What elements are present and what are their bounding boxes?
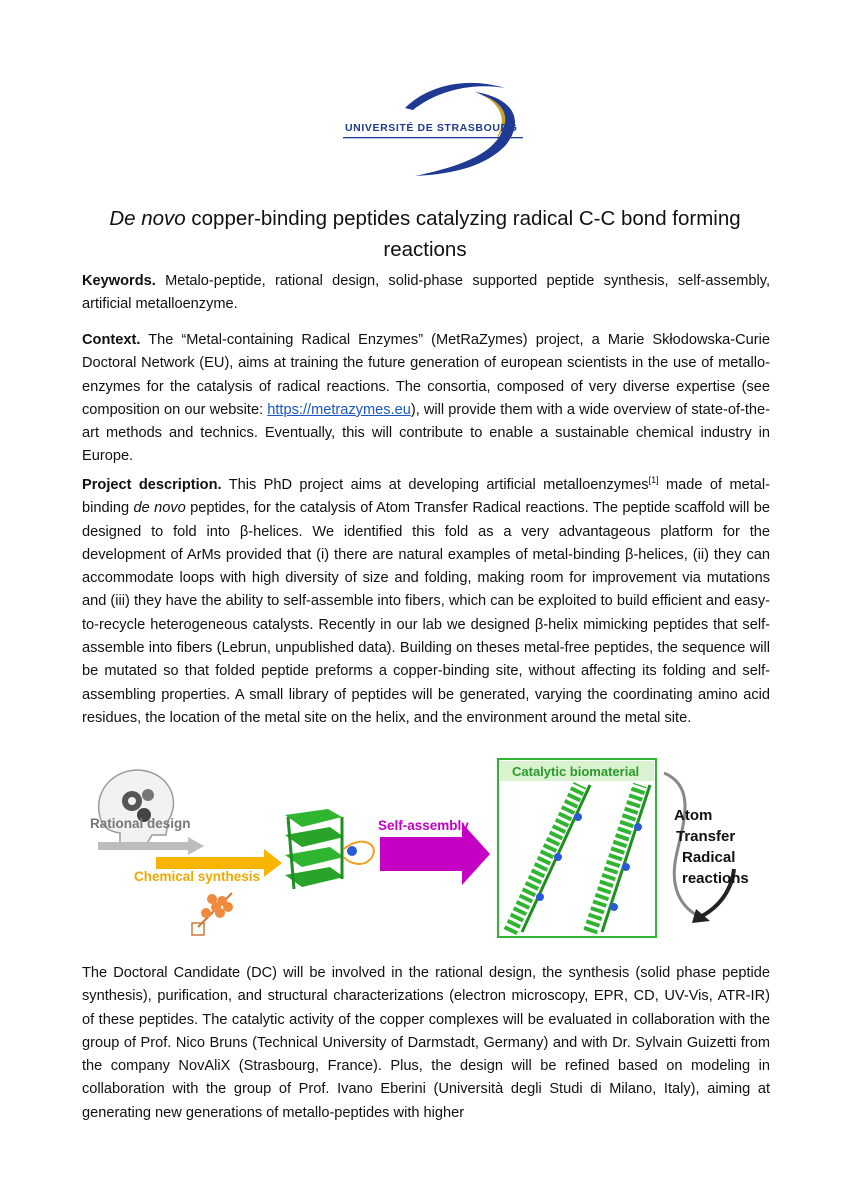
reaction-cycle-arrow [664, 773, 700, 917]
figure-graphic [80, 757, 780, 942]
project-label: Project description. [82, 477, 222, 493]
project-text-3: peptides, for the catalysis of Atom Transfer Radical reactions. The peptide scaffold will be designed to fold into β-helices. We identified this fold as a very advantageous platform for the development of ArMs provided that (i) there are natural examples of metal-binding β-helices, (ii) they can accommodate loops with high diversity of size and folding, making room for improvement via mutations and (iii) they have the ability to self-assemble into fibers, which can be exploited to build efficient and easy-to-recycle heterogeneous catalysts. Recently in our lab we designed β-helix mimicking peptides that self-assemble into fibers (Lebrun, unpublished data). Building on theses metal-free peptides, the sequence will be mutated so that folded peptide preforms a copper-binding site, without affecting its folding and self-assembling properties. A small library of peptides will be generated, varying the coordinating amino acid residues, the location of the metal site on the helix, and the environment around the metal site. [82, 500, 770, 726]
candidate-paragraph [82, 962, 770, 1125]
resin-beads-icon [192, 893, 233, 935]
page-title [80, 203, 770, 265]
university-name: UNIVERSITÉ DE STRASBOURG [345, 122, 518, 134]
context-label: Context. [82, 332, 141, 348]
transfer-label: Transfer [676, 828, 736, 845]
project-text-1: This PhD project aims at developing artificial metalloenzymes [221, 477, 649, 493]
reference-marker: [1] [648, 475, 659, 486]
keywords-paragraph [82, 270, 770, 317]
beta-helix-icon [285, 809, 374, 889]
radical-label: Radical [682, 849, 736, 866]
context-text-1: The “Metal-containing Radical Enzymes” (MetRaZymes) project, a Marie Skłodowska-Curie Doctoral Network (EU), aims at training the future generation of european scientists in the use of metallo-enzymes for the catalysis of radical reactions. The consortia, composed of very diverse expertise (see composition on our website: [82, 332, 770, 418]
self-assembly-label: Self-assembly [378, 818, 469, 833]
chemical-synthesis-label: Chemical synthesis [134, 869, 261, 884]
atom-label: Atom [674, 807, 713, 824]
project-text-2: made of metal-binding [82, 477, 770, 517]
rational-design-arrow [98, 837, 204, 855]
reactions-label: reactions [682, 870, 749, 887]
rational-design-label: Rational design [90, 816, 191, 831]
title-italic: De novo [109, 207, 186, 230]
context-text-2: ), will provide them with a wide overview of state-of-the-art methods and technics. Eventually, this will contribute to enable a sustainable chemical industry in Europe. [82, 401, 771, 465]
candidate-text: The Doctoral Candidate (DC) will be involved in the rational design, the synthesis (solid phase peptide synthesis), purification, and structural characterizations (electron microscopy, EPR, CD, UV-Vis, ATR-IR) of these peptides. The catalytic activity of the copper complexes will be evaluated in collaboration with the group of Prof. Nico Bruns (Technical University of Darmstadt, Germany) and with Dr. Sylvain Guizetti from the company NovAliX (Strasbourg, France). Plus, the design will be refined based on modeling in collaboration with the group of Prof. Ivano Eberini (Università degli Studi di Milano, Italy), aiming at generating new generations of metallo-peptides with higher [82, 965, 770, 1121]
title-line2: reactions [383, 238, 467, 261]
catalytic-biomaterial-label: Catalytic biomaterial [512, 764, 640, 779]
project-figure [80, 757, 780, 942]
website-link[interactable]: https://metrazymes.eu [267, 401, 411, 418]
context-paragraph [82, 329, 770, 469]
keywords-text: Metalo-peptide, rational design, solid-phase supported peptide synthesis, self-assembly, artificial metalloenzyme. [82, 273, 770, 313]
project-paragraph [82, 474, 770, 730]
head-gears-icon [99, 770, 174, 845]
project-italic: de novo [133, 500, 186, 517]
title-line1: copper-binding peptides catalyzing radical C-C bond forming [185, 207, 741, 230]
logo-swoosh-icon [335, 62, 535, 180]
keywords-label: Keywords. [82, 273, 156, 289]
university-logo [335, 62, 535, 180]
